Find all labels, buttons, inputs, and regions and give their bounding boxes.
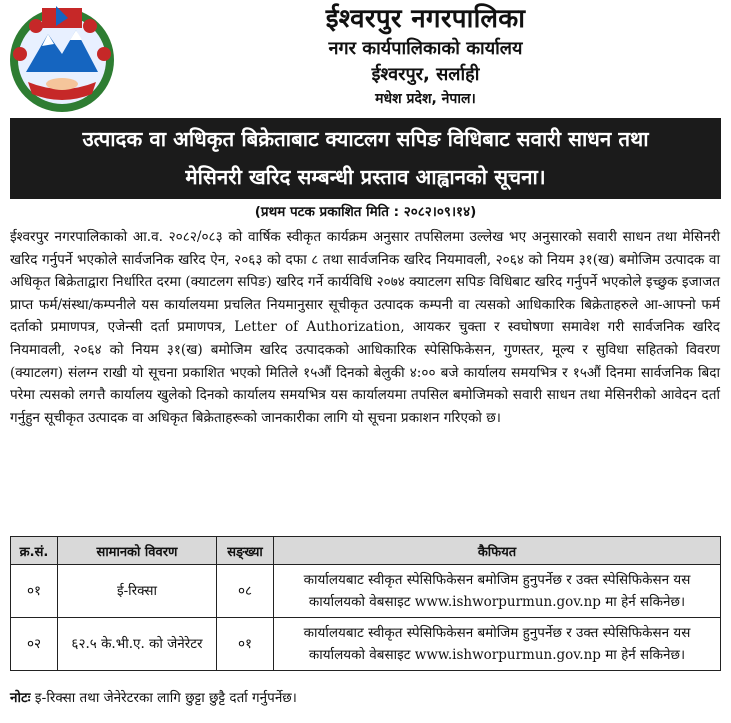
row-qty: ०८ <box>217 565 274 618</box>
row-item: ई-रिक्सा <box>58 565 217 618</box>
table-row <box>11 565 721 618</box>
note-text: इ-रिक्सा तथा जेनेरेटरका लागि छुट्टा छुट्टै दर्ता गर्नुपर्नेछ। <box>34 690 297 706</box>
col-header-item: सामानको विवरण <box>58 537 217 565</box>
items-table <box>10 536 721 671</box>
publication-date: (प्रथम पटक प्रकाशित मिति : २०८२।०९।१४) <box>254 204 477 220</box>
banner-line-1: उत्पादक वा अधिकृत बिक्रेताबाट क्याटलग सपिङ विधिबाट सवारी साधन तथा <box>82 127 649 151</box>
municipality-name: ईश्वरपुर नगरपालिका <box>325 4 526 34</box>
province-country: मधेश प्रदेश, नेपाल। <box>375 91 476 107</box>
note <box>10 688 297 708</box>
row-item: ६२.५ के.भी.ए. को जेनेरेटर <box>58 618 217 671</box>
notice-body: ईश्वरपुर नगरपालिकाको आ.व. २०८२/०८३ को वार्षिक स्वीकृत कार्यक्रम अनुसार तपसिलमा उल्लेख भए अनुसारको सवारी साधन तथा मेसिनरी खरिद गर्नुपर्ने भएकोले सार्वजनिक खरिद ऐन, २०६३ को दफा ८ तथा सार्वजनिक खरिद नियमावली, २०६४ को नियम ३१(ख) बमोजिम उत्पादक वा अधिकृत बिक्रेताद्वारा निर्धारित दरमा (क्याटलग सपिङ) खरिद गर्ने कार्यविधि २०७४ क्याटलग सपिङ विधिबाट खरिद गर्नुपर्ने भएकोले इच्छुक इजाजत प्राप्त फर्म/संस्था/कम्पनीले यस कार्यालयमा प्रचलित नियमानुसार सूचीकृत उत्पादक कम्पनी वा त्यसको आधिकारिक बिक्रेताहरुले आ-आफ्नो फर्म दर्ताको प्रमाणपत्र, एजेन्सी दर्ता प्रमाणपत्र, Letter of Authorization, आयकर चुक्ता र स्वघोषणा समावेश गरी सार्वजनिक खरिद नियमावली, २०६४ को नियम ३१(ख) बमोजिम खरिद उत्पादकको आधिकारिक स्पेसिफिकेसन, गुणस्तर, मूल्य र सुविधा सहितको विवरण (क्याटलग) संलग्न राखी यो सूचना प्रकाशित भएको मितिले १५औं दिनको बेलुकी ४:०० बजे कार्यालय समयभित्र र १५औं दिनमा सार्वजनिक बिदा परेमा त्यसको लगत्तै कार्यालय खुलेको दिनको कार्यालय समयभित्र यस कार्यालयमा तपसिल बमोजिमको सवारी साधन तथा मेसिनरीको आवेदन दर्ता गर्नुहुन सूचीकृत उत्पादक वा अधिकृत बिक्रेताहरूको जानकारीका लागि यो सूचना प्रकाशन गरिएको छ। <box>10 229 720 426</box>
row-remark: कार्यालयबाट स्वीकृत स्पेसिफिकेसन बमोजिम हुनुपर्नेछ र उक्त स्पेसिफिकेसन यस कार्यालयको वेबसाइट www.ishworpurmun.gov.np मा हेर्न सकिनेछ। <box>274 565 721 618</box>
row-sn: ०१ <box>11 565 58 618</box>
row-qty: ०१ <box>217 618 274 671</box>
banner-line-2: मेसिनरी खरिद सम्बन्धी प्रस्ताव आह्वानको सूचना। <box>185 165 546 189</box>
table-row <box>11 618 721 671</box>
notice-title-banner <box>10 118 721 199</box>
note-label: नोटः <box>10 690 31 706</box>
table-header-row <box>11 537 721 565</box>
office-name: नगर कार्यपालिकाको कार्यालय <box>328 38 523 59</box>
row-sn: ०२ <box>11 618 58 671</box>
row-remark: कार्यालयबाट स्वीकृत स्पेसिफिकेसन बमोजिम हुनुपर्नेछ र उक्त स्पेसिफिकेसन यस कार्यालयको वेबसाइट www.ishworpurmun.gov.np मा हेर्न सकिनेछ। <box>274 618 721 671</box>
col-header-remark: कैफियत <box>274 537 721 565</box>
government-emblem-icon <box>6 4 118 114</box>
col-header-qty: सङ्ख्या <box>217 537 274 565</box>
col-header-sn: क्र.सं. <box>11 537 58 565</box>
office-location: ईश्वरपुर, सर्लाही <box>371 64 480 85</box>
notice-header <box>0 0 731 118</box>
